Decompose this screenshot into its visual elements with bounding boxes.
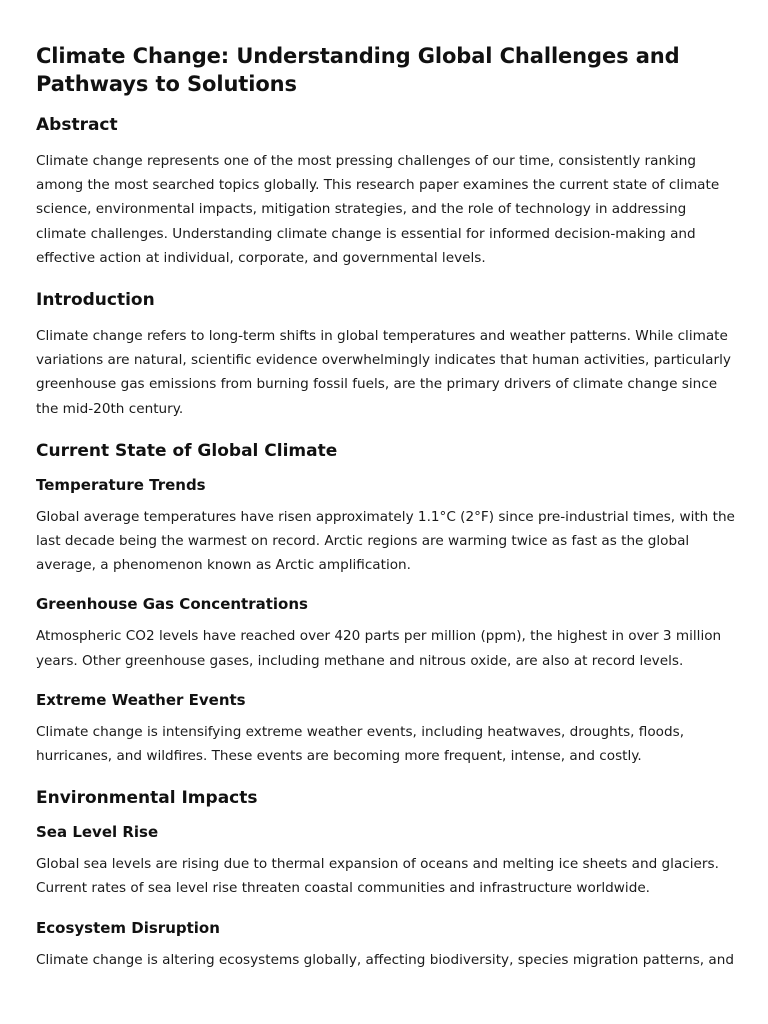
ecosystem-disruption-heading: Ecosystem Disruption <box>36 918 220 937</box>
sea-level-rise-heading: Sea Level Rise <box>36 823 159 842</box>
current-state-heading: Current State of Global Climate <box>36 440 338 461</box>
temperature-trends-subsection <box>36 475 738 578</box>
sea-level-rise-text: Global sea levels are rising due to thermal expansion of oceans and melting ice sheets and glaciers. Current rates of sea level rise threaten coastal communities and infrastructure worldwide. <box>36 856 719 897</box>
abstract-text: Climate change represents one of the most pressing challenges of our time, consistently ranking among the most searched topics globally. This research paper examines the current state of climate science, environmental impacts, mitigation strategies, and the role of technology in addressing climate challenges. Understanding climate change is essential for informed decision-making and effective action at individual, corporate, and governmental levels. <box>36 153 720 266</box>
introduction-section <box>36 289 738 421</box>
extreme-weather-heading: Extreme Weather Events <box>36 690 246 709</box>
introduction-text: Climate change refers to long-term shifts in global temperatures and weather patterns. While climate variations are natural, scientific evidence overwhelmingly indicates that human activities, particularly greenhouse gas emissions from burning fossil fuels, are the primary drivers of climate change since the mid-20th century. <box>36 328 731 417</box>
extreme-weather-text: Climate change is intensifying extreme weather events, including heatwaves, droughts, floods, hurricanes, and wildfires. These events are becoming more frequent, intense, and costly. <box>36 723 685 765</box>
greenhouse-gas-heading: Greenhouse Gas Concentrations <box>36 595 308 614</box>
introduction-heading: Introduction <box>36 290 155 311</box>
abstract-section <box>36 114 738 270</box>
temperature-trends-text: Global average temperatures have risen approximately 1.1°C (2°F) since pre-industrial times, with the last decade being the warmest on record. Arctic regions are warming twice as fast as the global average, a phenomenon known as Arctic amplification. <box>36 508 735 574</box>
greenhouse-gas-text: Atmospheric CO2 levels have reached over 420 parts per million (ppm), the highest in over 3 million years. Other greenhouse gases, including methane and nitrous oxide, are also at record levels. <box>36 628 722 669</box>
abstract-heading: Abstract <box>36 115 118 135</box>
sea-level-rise-subsection <box>36 822 738 900</box>
environmental-impacts-section <box>36 787 738 972</box>
ecosystem-disruption-text: Climate change is altering ecosystems globally, affecting biodiversity, species migration patterns, and <box>36 951 734 968</box>
page-title: Climate Change: Understanding Global Challenges and Pathways to Solutions <box>36 44 680 96</box>
extreme-weather-subsection <box>36 690 738 768</box>
ecosystem-disruption-subsection <box>36 918 738 972</box>
greenhouse-gas-subsection <box>36 594 738 672</box>
environmental-impacts-heading: Environmental Impacts <box>36 788 258 809</box>
current-state-section <box>36 440 738 768</box>
temperature-trends-heading: Temperature Trends <box>36 475 206 494</box>
